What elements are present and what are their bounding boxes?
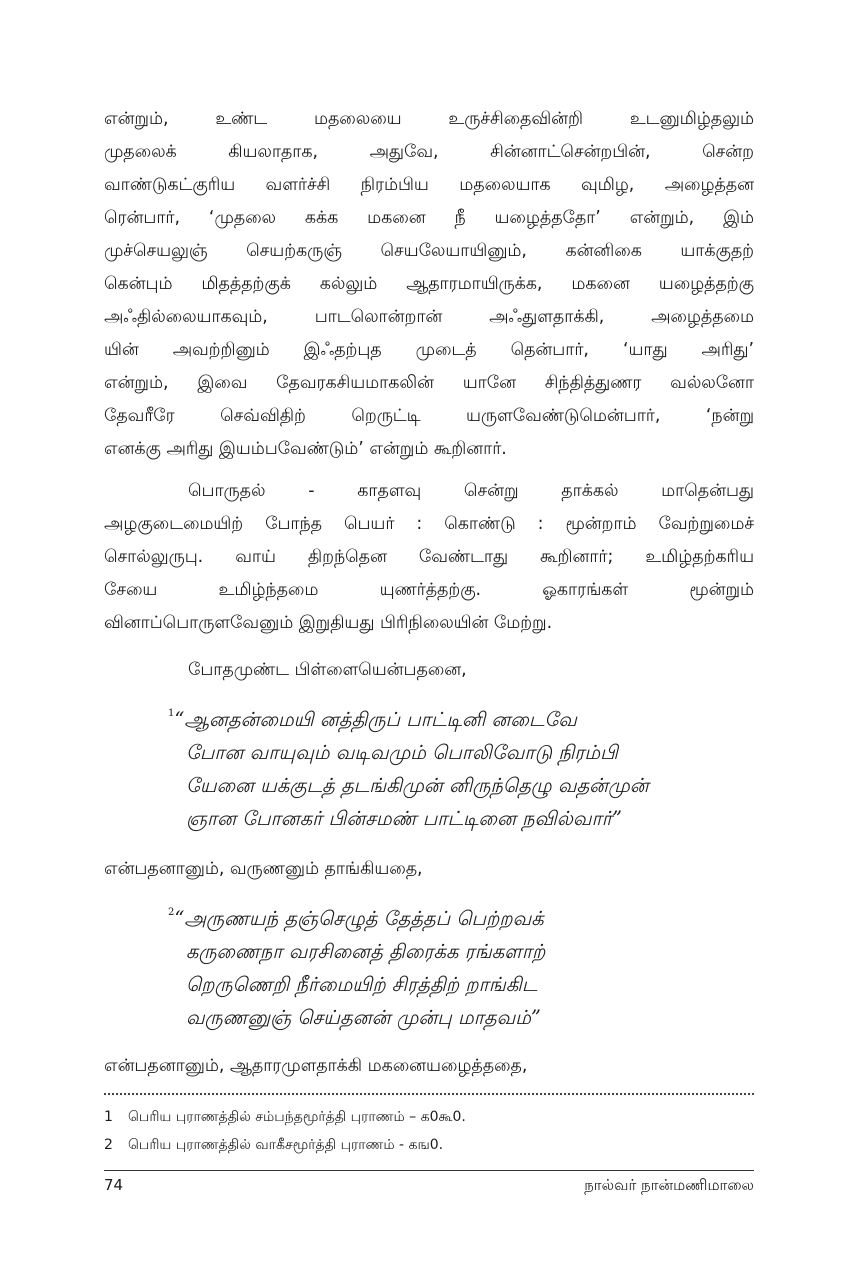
text-line: போதமுண்ட பிள்ளையென்பதனை, <box>188 660 467 680</box>
verse-line: போன வாயுவும் வடிவமும் பொலிவோடு நிரம்பி <box>186 741 618 764</box>
footnote-separator <box>104 1093 754 1095</box>
verse-line: றெருணெறி நீர்மையிற் சிரத்திற் றாங்கிட <box>186 973 538 996</box>
text-line: என்றும், இவை தேவரகசியமாகலின் யானே சிந்தித்துணர வல்லனோ <box>104 373 754 393</box>
text-line: முச்செயலுஞ் செயற்கருஞ் செயலேயாயினும், கன்னிகை யாக்குதற் <box>104 241 754 261</box>
text-line: அஃதில்லையாகவும், பாடலொன்றான் அஃதுளதாக்கி, அழைத்தமை <box>104 307 754 327</box>
footnote: 1 பெரிய புராணத்தில் சம்பந்தமூர்த்தி புராணம் – க0கூ0. <box>104 1109 466 1125</box>
verse-line: $^1$“ஆனதன்மையி னத்திருப் பாட்டினி னடைவே <box>168 708 577 731</box>
verse-intro-3 <box>104 1050 754 1083</box>
text-line: என்றும், உண்ட மதலையை உருச்சிதைவின்றி உடனுமிழ்தலும் <box>104 109 754 129</box>
running-title: நால்வர் நான்மணிமாலை <box>584 1176 754 1194</box>
verse-line: வருணனுஞ் செய்தனன் முன்பு மாதவம்” <box>186 1006 541 1029</box>
verse-line: ஞான போனகர் பின்சமண் பாட்டினை நவில்வார்” <box>186 807 622 830</box>
paragraph-2 <box>104 475 754 640</box>
text-line: சேயை உமிழ்ந்தமை யுணர்த்தற்கு. ஓகாரங்கள் மூன்றும் <box>104 580 754 600</box>
text-line: எனக்கு அரிது இயம்பவேண்டும்’ என்றும் கூறினார். <box>104 439 507 459</box>
paragraph-1 <box>104 103 754 466</box>
text-line: அழகுடைமையிற் போந்த பெயர் : கொண்டு : மூன்றாம் வேற்றுமைச் <box>104 514 754 534</box>
text-line: சொல்லுருபு. வாய் திறந்தென வேண்டாது கூறினார்; உமிழ்தற்கரிய <box>104 547 754 567</box>
page-number: 74 <box>104 1176 124 1194</box>
verse-1 <box>168 703 649 835</box>
text-line: யின் அவற்றினும் இஃதற்புத முடைத் தென்பார், ‘யாது அரிது’ <box>104 340 754 360</box>
footnote-marker: 1 <box>168 708 175 719</box>
footnotes <box>104 1103 754 1159</box>
verse-line: $^2$“அருணயந் தஞ்செழுத் தேத்தப் பெற்றவக் <box>168 907 544 930</box>
verse-intro-2 <box>104 853 754 886</box>
text-line: என்பதனானும், ஆதாரமுளதாக்கி மகனையழைத்ததை, <box>104 1056 528 1076</box>
footnote: 2 பெரிய புராணத்தில் வாகீசமூர்த்தி புராணம் - கங0. <box>104 1137 444 1153</box>
verse-line: கருணைநா வரசினைத் திரைக்க ரங்களாற் <box>186 940 546 963</box>
verse-line: யேனை யக்குடத் தடங்கிமுன் னிருந்தெழு வதன்முன் <box>186 774 649 797</box>
verse-intro-1 <box>188 654 688 687</box>
text-line: தேவரீரே செவ்விதிற் றெருட்டி யருளவேண்டுமென்பார், ‘நன்று <box>104 406 754 426</box>
text-line: ரென்பார், ‘முதலை கக்க மகனை நீ யழைத்ததோ’ என்றும், இம் <box>104 208 754 228</box>
footnote-marker: 2 <box>168 907 175 918</box>
text-line: முதலைக் கியலாதாக, அதுவே, சின்னாட்சென்றபின், சென்ற <box>104 142 754 162</box>
text-line: வாண்டுகட்குரிய வளர்ச்சி நிரம்பிய மதலையாக வுமிழ, அழைத்தன <box>104 175 754 195</box>
text-line: கென்பும் மிதத்தற்குக் கல்லும் ஆதாரமாயிருக்க, மகனை யழைத்தற்கு <box>104 274 754 294</box>
verse-2 <box>168 902 545 1034</box>
text-line: என்பதனானும், வருணனும் தாங்கியதை, <box>104 859 423 879</box>
footer-rule <box>104 1170 754 1171</box>
text-line: பொருதல் - காதளவு சென்று தாக்கல் மாதென்பது <box>188 481 754 501</box>
text-line: வினாப்பொருளவேனும் இறுதியது பிரிநிலையின் மேற்று. <box>104 613 553 633</box>
